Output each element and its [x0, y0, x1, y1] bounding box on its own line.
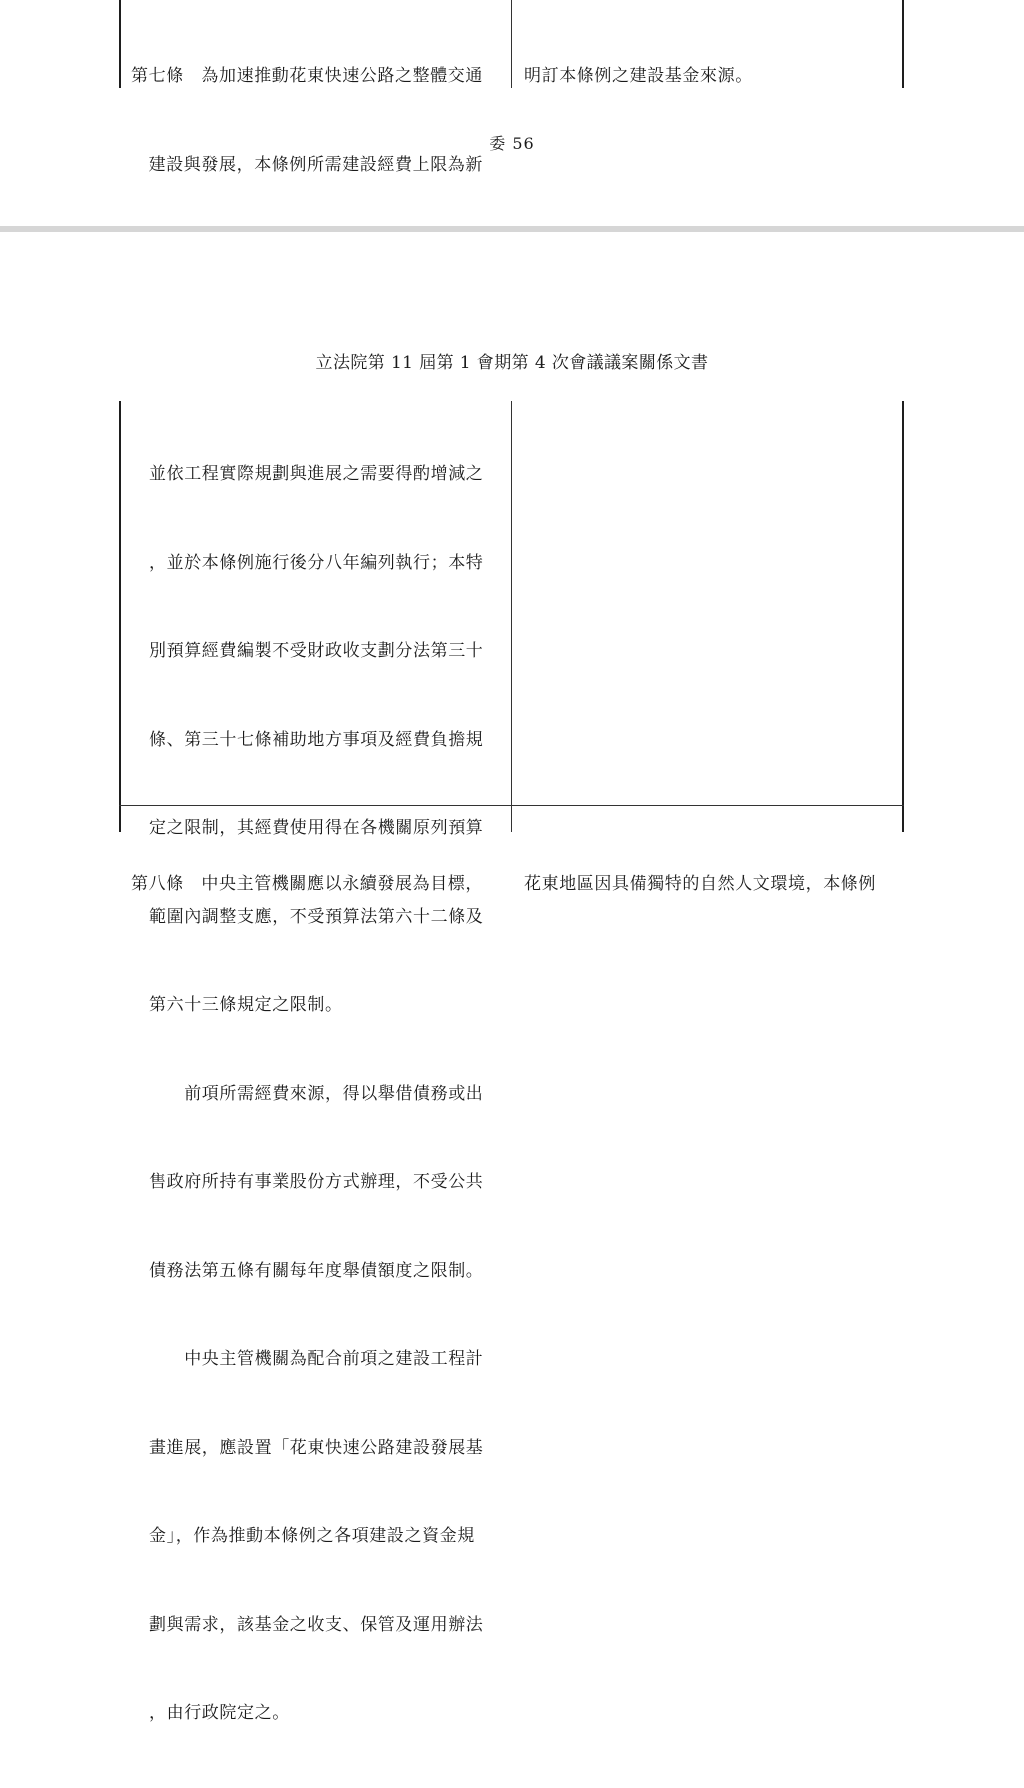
text-line: 並依工程實際規劃與進展之需要得酌增減之 [149, 464, 484, 484]
document-page-top [0, 0, 1024, 226]
table-border-right [902, 0, 904, 88]
text-line: ，並於本條例施行後分八年編列執行；本特 [149, 552, 484, 573]
text-line: 畫進展，應設置「花東快速公路建設發展基 [149, 1437, 484, 1458]
text-line: 債務法第五條有關每年度舉債額度之限制。 [149, 1260, 484, 1281]
document-page-bottom [0, 232, 1024, 1723]
table-column-divider [511, 0, 512, 88]
article-8-explanation [524, 811, 876, 959]
text-line: 金」，作為推動本條例之各項建設之資金規 [149, 1526, 475, 1546]
text-line: 中央主管機關為配合前項之建設工程計 [149, 1349, 484, 1369]
table-column-divider [511, 401, 512, 832]
text-line: 範圍內調整支應，不受預算法第六十二條及 [149, 906, 484, 927]
table-border-left [119, 401, 121, 832]
page-header: 立法院第 11 屆第 1 會期第 4 次會議議案關係文書 [315, 353, 709, 373]
text-line: 第六十三條規定之限制。 [149, 995, 343, 1015]
article-7-continued-text [149, 401, 483, 1788]
text-line: 劃與需求，該基金之收支、保管及運用辦法 [149, 1614, 484, 1635]
article-8-text [131, 811, 483, 959]
text-line: ，由行政院定之。 [149, 1703, 290, 1723]
article-table-bottom [119, 401, 904, 1723]
text-line: 明訂本條例之建設基金來源。 [524, 66, 753, 86]
text-line: 別預算經費編製不受財政收支劃分法第三十 [149, 641, 484, 661]
text-line: 前項所需經費來源，得以舉借債務或出 [149, 1083, 484, 1104]
article-7-explanation [524, 3, 753, 151]
text-line: 定之限制，其經費使用得在各機關原列預算 [149, 818, 484, 838]
text-line: 花東地區因具備獨特的自然人文環境，本條例 [524, 874, 876, 894]
text-line: 售政府所持有事業股份方式辦理，不受公共 [149, 1172, 484, 1192]
text-line: 建設與發展，本條例所需建設經費上限為新 [131, 154, 483, 175]
text-line: 條、第三十七條補助地方事項及經費負擔規 [149, 729, 484, 750]
table-border-left [119, 0, 121, 88]
text-line: 第八條 中央主管機關應以永續發展為目標， [131, 874, 483, 894]
page-number: 委 56 [489, 134, 535, 153]
text-line: 第七條 為加速推動花東快速公路之整體交通 [131, 66, 483, 86]
table-border-right [902, 401, 904, 832]
